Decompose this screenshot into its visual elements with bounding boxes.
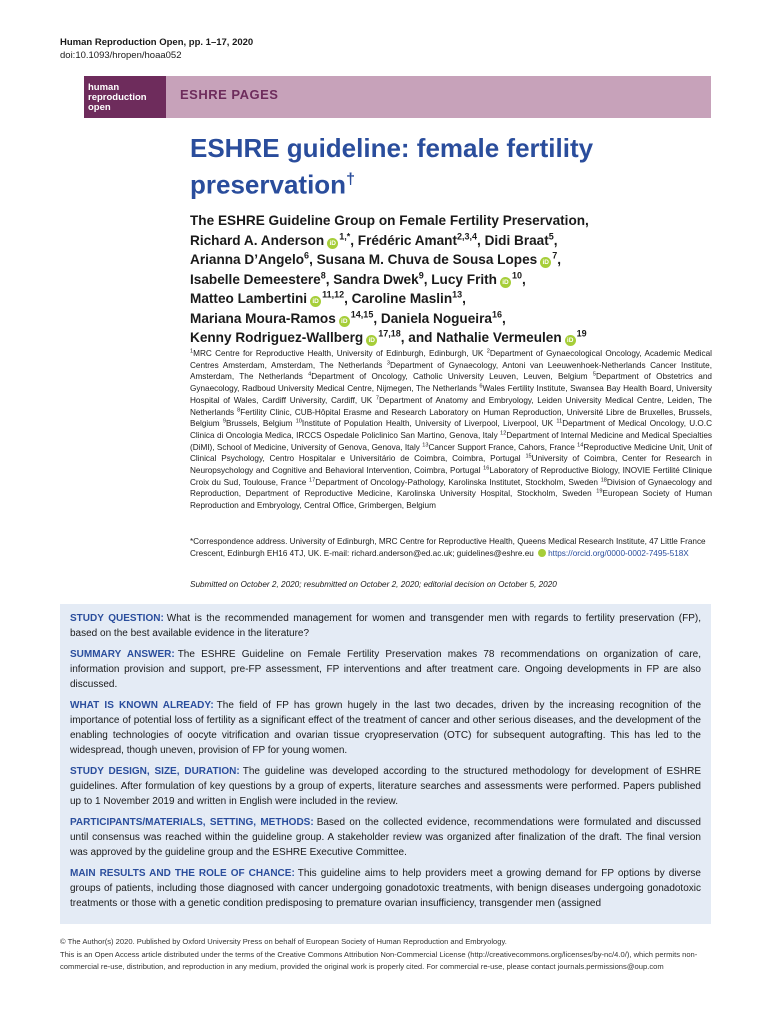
abstract-text: The guideline was developed according to the structured methodology for development of ESHRE guidelines. After formulation of key questions by a group of experts, literature searches and assessments were performed. Papers published up to 1 November 2019 and written in English were included in the review. [70, 766, 702, 807]
affiliation-number: 19 [596, 488, 603, 495]
affiliation-number: 13 [422, 441, 429, 448]
affiliation-text: European Society of Human Reproduction and Embryology, Central Office, Grimbergen, Belgium [190, 489, 713, 511]
abstract-label: MAIN RESULTS AND THE ROLE OF CHANCE: [70, 868, 295, 879]
affiliation-marker: 16 [491, 308, 502, 319]
affiliation-marker: 13 [452, 289, 463, 300]
abstract-text: The field of FP has grown hugely in the last two decades, driven by the increasing recognition of the importance of potential loss of fertility as a significant effect of the treatment of cancer and other serious diseases, and the development of the enabling technologies of oocyte vitrification and ovarian tissue cryopreservation (OTC) for subsequent autografting. This has led to the widespread, though uneven, provision of FP for young women. [70, 700, 702, 756]
orcid-icon[interactable]: iD [310, 296, 321, 307]
author-line [190, 309, 690, 329]
orcid-icon[interactable]: iD [366, 335, 377, 346]
affiliation-marker: 9 [418, 269, 424, 280]
license-notice: This is an Open Access article distributed under the terms of the Creative Commons Attribution Non-Commercial License (http://creativecommons.org/licenses/by-nc/4.0/), which permits non-commercial re-use, distribution, and reproduction in any medium, provided the original work is properly cited. For commercial re-use, please contact journals.permissions@oup.com [60, 949, 698, 971]
affiliation-text: Institute of Population Health, University of Liverpool, Liverpool, UK [301, 419, 557, 429]
affiliation-number: 12 [500, 430, 507, 437]
affiliation-number: 4 [308, 371, 312, 378]
affiliation-text: MRC Centre for Reproductive Health, University of Edinburgh, Edinburgh, UK [193, 349, 487, 358]
abstract-text: The ESHRE Guideline on Female Fertility Preservation makes 78 recommendations on organization of care, information provision and support, pre-FP assessment, FP interventions and after treatment care. Ongoing developments in FP are also discussed. [70, 649, 701, 690]
affiliation-number: 8 [237, 406, 241, 413]
affiliation-number: 14 [577, 441, 584, 448]
orcid-icon [538, 549, 546, 557]
affiliation-marker: 5 [548, 230, 554, 241]
affiliation-text: Department of Gynaecology, Antoni van Leeuwenhoek-Netherlands Cancer Institute, Amsterdam, The Netherlands [190, 360, 712, 382]
affiliation-text: Department of Oncology-Pathology, Karolinska Institutet, Stockholm, Sweden [315, 477, 601, 487]
logo-line-3: open [88, 102, 111, 113]
author-name: Arianna D’Angelo [190, 252, 305, 267]
affiliation-text: Laboratory of Reproductive Biology, INOVIE Fertilité Clinique Croix du Sud, Toulouse, France [190, 466, 713, 487]
abstract-text: Based on the collected evidence, recommendations were formulated and discussed until consensus was reached within the guideline group. A stakeholder review was organized after finalization of the draft. The final version was approved by the guideline group and the ESHRE Executive Committee. [70, 817, 701, 858]
affiliation-marker: 7 [552, 250, 558, 261]
journal-logo [84, 76, 166, 118]
abstract-label: PARTICIPANTS/MATERIALS, SETTING, METHODS: [70, 817, 314, 828]
correspondence [190, 536, 712, 559]
abstract-paragraph [70, 611, 701, 641]
affiliation-marker: 17,18 [378, 328, 401, 339]
author-name: Richard A. Anderson [190, 232, 325, 248]
affiliation-number: 17 [308, 477, 316, 483]
affiliation-marker: 11,12 [322, 289, 345, 300]
dagger-mark: † [346, 171, 355, 188]
affiliations [190, 348, 712, 512]
author-name: , [462, 291, 466, 306]
submission-dates: Submitted on October 2, 2020; resubmitted on October 2, 2020; editorial decision on October 5, 2020 [190, 580, 557, 589]
affiliation-text: Department of Obstetrics and Gynaecology, Radboud University Medical Centre, Nijmegen, The Netherlands [190, 372, 712, 394]
affiliation-number: 5 [592, 371, 596, 378]
affiliation-number: 9 [222, 418, 226, 425]
structured-abstract [60, 604, 711, 924]
author-name: , Sandra Dwek [325, 271, 419, 287]
abstract-body [70, 611, 701, 917]
author-list [190, 211, 690, 348]
affiliation-number: 2 [486, 348, 490, 355]
orcid-link[interactable]: https://orcid.org/0000-0002-7495-518X [548, 548, 689, 558]
affiliation-number: 16 [483, 465, 490, 472]
affiliation-text: Reproductive Medicine Unit, Unit of Clinical Psychology, Centro Hospitalar e Universitário de Coimbra, Coimbra, Portugal [190, 442, 712, 464]
affiliation-text: Department of Internal Medicine and Medical Specialties (DiMI), School of Medicine, University of Genova, Genova, Italy [190, 430, 712, 452]
affiliation-number: 10 [295, 418, 302, 425]
author-name: , Didi Braat [477, 232, 549, 248]
author-name: , Frédéric Amant [350, 232, 457, 248]
logo-line-2: reproduction [88, 92, 147, 103]
author-line [190, 231, 690, 251]
author-name: , Caroline Maslin [344, 291, 453, 306]
affiliation-number: 15 [525, 453, 532, 460]
affiliation-marker: 1,* [339, 230, 351, 241]
abstract-paragraph [70, 866, 701, 911]
affiliation-number: 18 [600, 477, 607, 483]
orcid-icon[interactable]: iD [500, 277, 511, 288]
affiliation-text: Brussels, Belgium [225, 419, 296, 429]
affiliation-text: Wales Fertility Institute, Swansea Bay Health Board, University Hospital of Wales, Cardiff University, Cardiff, UK [190, 384, 713, 405]
author-line [190, 270, 690, 290]
abstract-paragraph [70, 647, 701, 692]
affiliation-marker: 6 [304, 250, 310, 261]
section-banner [84, 76, 711, 118]
affiliation-number: 11 [556, 418, 563, 425]
author-name: Kenny Rodriguez-Wallberg [190, 330, 364, 345]
affiliation-marker: 2,3,4 [456, 230, 478, 241]
abstract-paragraph [70, 764, 701, 809]
orcid-icon[interactable]: iD [565, 335, 576, 346]
abstract-text: This guideline aims to help providers meet a growing demand for FP options by diverse groups of patients, including those diagnosed with cancer undergoing gonadotoxic treatments, with benign diseases undergoing gonadotoxic treatments or those with a genetic condition predisposing to premature ovarian insufficiency, transgender men (assigned [70, 868, 701, 909]
author-line [190, 328, 690, 348]
affiliation-number: 3 [386, 359, 390, 366]
affiliation-marker: 8 [320, 269, 326, 280]
affiliation-text: Department of Anatomy and Embryology, Leiden University Medical Centre, Leiden, The Netherlands [190, 395, 712, 417]
affiliation-number: 1 [190, 348, 194, 355]
orcid-icon[interactable]: iD [339, 316, 350, 327]
abstract-paragraph [70, 815, 701, 860]
correspondence-text: *Correspondence address. University of Edinburgh, MRC Centre for Reproductive Health, Queens Medical Research Institute, 47 Little France Crescent, Edinburgh EH16 4TJ, UK. E-mail: richard.anderson@ed.ac.uk; guidelines@eshre.eu [190, 537, 706, 558]
journal-citation: Human Reproduction Open, pp. 1–17, 2020 [60, 37, 254, 48]
running-header [60, 36, 253, 62]
abstract-label: SUMMARY ANSWER: [70, 649, 175, 660]
section-label: ESHRE PAGES [180, 87, 279, 102]
title-text: ESHRE guideline: female fertility preservation [190, 133, 594, 200]
abstract-text: What is the recommended management for women and transgender men with regards to fertility preservation (FP), based on the best available evidence in the literature? [70, 613, 701, 639]
affiliation-number: 7 [375, 395, 380, 402]
orcid-icon[interactable]: iD [327, 238, 338, 249]
author-name: , [521, 271, 526, 287]
affiliation-text: Department of Oncology, Catholic University Leuven, Leuven, Belgium [311, 372, 593, 382]
author-name: , and Nathalie Vermeulen [400, 330, 562, 345]
affiliation-text: Fertility Clinic, CUB-Hôpital Erasme and Research Laboratory on Human Reproduction, Université Libre de Bruxelles, Brussels, Belgium [190, 407, 712, 429]
abstract-label: STUDY QUESTION: [70, 613, 164, 624]
author-name: , Lucy Frith [423, 271, 497, 287]
author-name: Mariana Moura-Ramos [190, 310, 336, 326]
author-name: Isabelle Demeestere [190, 271, 321, 287]
author-line [190, 250, 690, 270]
author-name: Matteo Lambertini [190, 291, 308, 306]
author-name: , [501, 310, 506, 326]
affiliation-number: 6 [479, 383, 483, 390]
affiliation-text: University of Coimbra, Center for Research in Neuropsychology and Cognitive and Behavioral Intervention, Coimbra, Portugal [190, 454, 712, 476]
article-title [190, 132, 660, 201]
affiliation-marker: 19 [576, 328, 587, 339]
affiliation-marker: 14,15 [350, 308, 374, 319]
affiliation-text: Department of Gynaecological Oncology, Academic Medical Centres Amsterdam, Amsterdam, The Netherlands [190, 349, 712, 370]
footer [60, 936, 711, 974]
affiliation-text: Division of Gynaecology and Reproduction, Department of Reproductive Medicine, Karolinska University Hospital, Stockholm, Sweden [190, 477, 712, 499]
orcid-icon[interactable]: iD [540, 257, 551, 268]
author-name: , Daniela Nogueira [373, 310, 492, 326]
abstract-paragraph [70, 698, 701, 758]
author-name: , Susana M. Chuva de Sousa Lopes [309, 252, 538, 267]
abstract-label: WHAT IS KNOWN ALREADY: [70, 700, 214, 711]
author-name: , [557, 252, 561, 267]
author-name: , [553, 232, 558, 248]
affiliation-text: Cancer Support France, Cahors, France [428, 442, 578, 452]
affiliation-text: Department of Medical Oncology, U.O.C Clinica di Oncologia Medica, IRCCS Ospedale Policlinico San Martino, Genova, Italy [190, 419, 712, 440]
abstract-label: STUDY DESIGN, SIZE, DURATION: [70, 766, 240, 777]
author-line [190, 289, 690, 309]
logo-line-1: human [88, 82, 120, 93]
affiliation-marker: 10 [511, 269, 522, 280]
author-line [190, 211, 690, 231]
author-name: The ESHRE Guideline Group on Female Fertility Preservation, [190, 213, 589, 228]
copyright-notice: © The Author(s) 2020. Published by Oxford University Press on behalf of European Society of Human Reproduction and Embryology. [60, 937, 507, 946]
doi: doi:10.1093/hropen/hoaa052 [60, 50, 182, 61]
